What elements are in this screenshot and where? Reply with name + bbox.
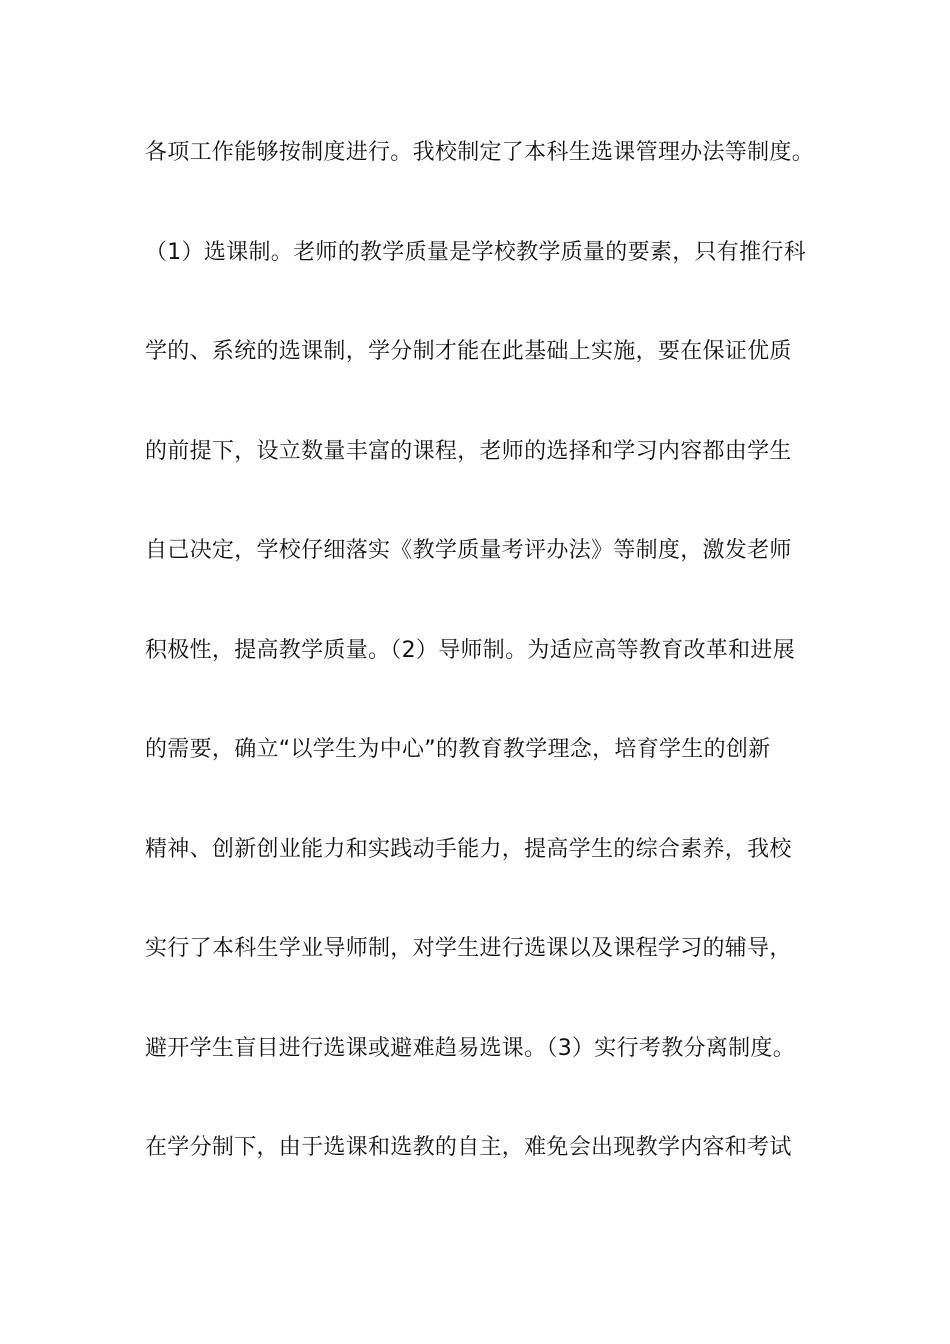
body-text xyxy=(145,131,825,1226)
text-line: 实行了本科生学业导师制，对学生进行选课以及课程学习的辅导， xyxy=(145,936,792,961)
text-line: 自己决定，学校仔细落实《教学质量考评办法》等制度，激发老师 xyxy=(145,538,792,563)
text-line: 学的、系统的选课制，学分制才能在此基础上实施，要在保证优质 xyxy=(145,339,792,364)
text-line: （1）选课制。老师的教学质量是学校教学质量的要素，只有推行科 xyxy=(145,239,806,265)
text-line: 精神、创新创业能力和实践动手能力，提高学生的综合素养，我校 xyxy=(145,836,792,862)
text-line: 在学分制下，由于选课和选教的自主，难免会出现教学内容和考试 xyxy=(145,1135,792,1160)
text-line: 各项工作能够按制度进行。我校制定了本科生选课管理办法等制度。 xyxy=(145,140,815,165)
text-line: 的需要，确立“以学生为中心”的教育教学理念，培育学生的创新 xyxy=(145,737,771,762)
text-line: 的前提下，设立数量丰富的课程，老师的选择和学习内容都由学生 xyxy=(145,438,792,464)
text-line: 积极性，提高教学质量。（2）导师制。为适应高等教育改革和进展 xyxy=(145,637,795,663)
text-line: 避开学生盲目进行选课或避难趋易选课。（3）实行考教分离制度。 xyxy=(145,1035,795,1061)
